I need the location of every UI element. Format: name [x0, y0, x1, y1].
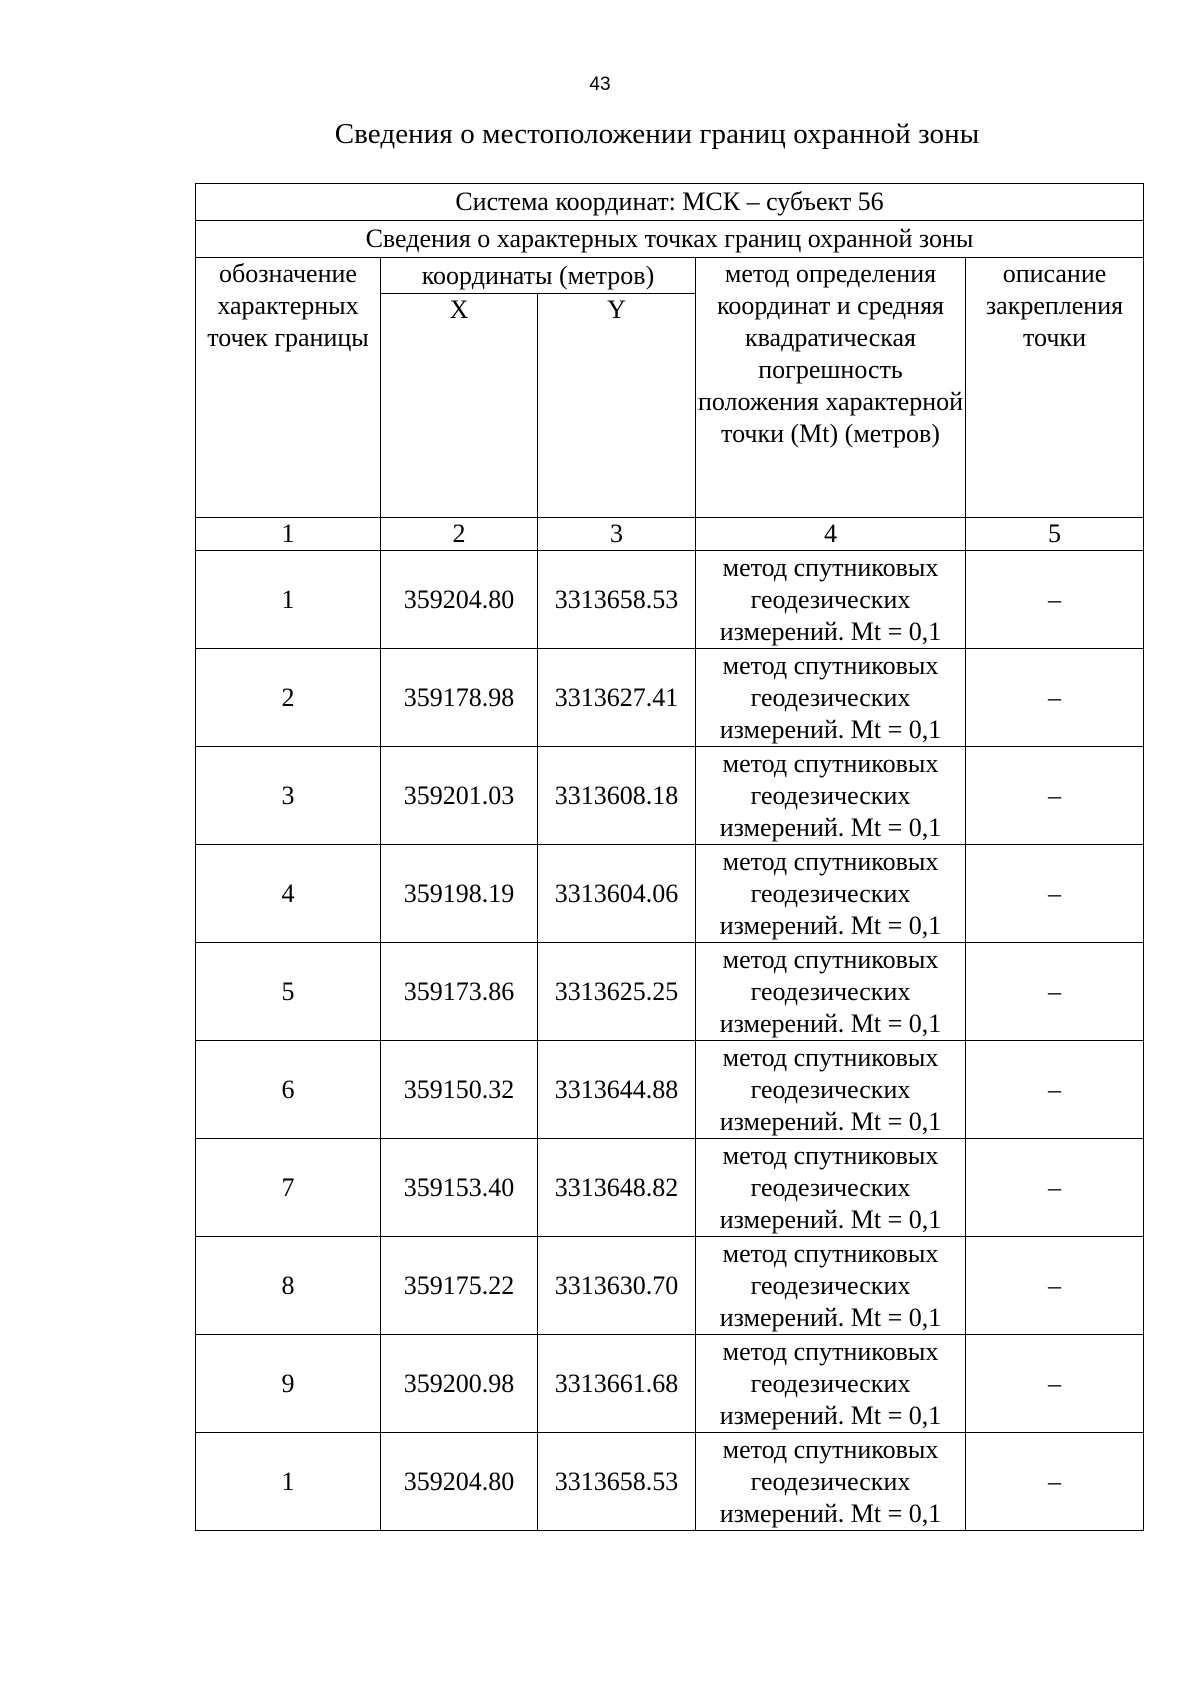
point-cell: 1 [196, 1433, 381, 1531]
column-number: 1 [196, 518, 381, 551]
x-coordinate-cell: 359153.40 [381, 1139, 538, 1237]
table-row [196, 1139, 1144, 1237]
x-coordinate-cell: 359204.80 [381, 551, 538, 649]
table-row [196, 1237, 1144, 1335]
column-number: 2 [381, 518, 538, 551]
y-coordinate-cell: 3313625.25 [538, 943, 696, 1041]
x-coordinate-cell: 359198.19 [381, 845, 538, 943]
point-cell: 3 [196, 747, 381, 845]
column-number: 3 [538, 518, 696, 551]
column-number: 4 [696, 518, 966, 551]
x-coordinate-cell: 359175.22 [381, 1237, 538, 1335]
method-cell: метод спутниковых геодезических измерений. Mt = 0,1 [696, 1335, 966, 1433]
x-coordinate-cell: 359200.98 [381, 1335, 538, 1433]
y-coordinate-cell: 3313658.53 [538, 551, 696, 649]
header-coords-group: координаты (метров) [381, 258, 696, 294]
table-row [196, 1041, 1144, 1139]
header-description: описание закрепления точки [966, 258, 1144, 518]
y-coordinate-cell: 3313608.18 [538, 747, 696, 845]
method-cell: метод спутниковых геодезических измерений. Mt = 0,1 [696, 1139, 966, 1237]
point-cell: 7 [196, 1139, 381, 1237]
y-coordinate-cell: 3313661.68 [538, 1335, 696, 1433]
y-coordinate-cell: 3313644.88 [538, 1041, 696, 1139]
column-number: 5 [966, 518, 1144, 551]
column-numbers-row [196, 518, 1144, 551]
y-coordinate-cell: 3313630.70 [538, 1237, 696, 1335]
description-cell: – [966, 943, 1144, 1041]
boundary-points-table [195, 183, 1144, 1531]
header-y: Y [538, 294, 696, 518]
section-title-cell: Сведения о характерных точках границ охранной зоны [196, 221, 1144, 258]
x-coordinate-cell: 359150.32 [381, 1041, 538, 1139]
method-cell: метод спутниковых геодезических измерений. Mt = 0,1 [696, 845, 966, 943]
y-coordinate-cell: 3313648.82 [538, 1139, 696, 1237]
header-method: метод определения координат и средняя квадратическая погрешность положения характерной точки (Mt) (метров) [696, 258, 966, 518]
table-row [196, 1433, 1144, 1531]
description-cell: – [966, 1237, 1144, 1335]
table-row [196, 845, 1144, 943]
coord-system-cell: Система координат: МСК – субъект 56 [196, 184, 1144, 221]
header-row-1 [196, 258, 1144, 294]
description-cell: – [966, 1139, 1144, 1237]
table-row [196, 943, 1144, 1041]
x-coordinate-cell: 359173.86 [381, 943, 538, 1041]
point-cell: 8 [196, 1237, 381, 1335]
point-cell: 9 [196, 1335, 381, 1433]
description-cell: – [966, 1335, 1144, 1433]
description-cell: – [966, 1433, 1144, 1531]
description-cell: – [966, 845, 1144, 943]
method-cell: метод спутниковых геодезических измерений. Mt = 0,1 [696, 551, 966, 649]
method-cell: метод спутниковых геодезических измерений. Mt = 0,1 [696, 1237, 966, 1335]
method-cell: метод спутниковых геодезических измерений. Mt = 0,1 [696, 943, 966, 1041]
page-number: 43 [589, 74, 611, 95]
description-cell: – [966, 551, 1144, 649]
method-cell: метод спутниковых геодезических измерений. Mt = 0,1 [696, 747, 966, 845]
point-cell: 1 [196, 551, 381, 649]
document-title: Сведения о местоположении границ охранной зоны [334, 118, 980, 150]
point-cell: 6 [196, 1041, 381, 1139]
x-coordinate-cell: 359204.80 [381, 1433, 538, 1531]
coord-system-row [196, 184, 1144, 221]
y-coordinate-cell: 3313658.53 [538, 1433, 696, 1531]
table-row [196, 551, 1144, 649]
point-cell: 2 [196, 649, 381, 747]
section-title-row [196, 221, 1144, 258]
method-cell: метод спутниковых геодезических измерений. Mt = 0,1 [696, 649, 966, 747]
header-point-label: обозначение характерных точек границы [196, 258, 381, 518]
point-cell: 4 [196, 845, 381, 943]
description-cell: – [966, 1041, 1144, 1139]
table-row [196, 1335, 1144, 1433]
y-coordinate-cell: 3313627.41 [538, 649, 696, 747]
point-cell: 5 [196, 943, 381, 1041]
description-cell: – [966, 747, 1144, 845]
method-cell: метод спутниковых геодезических измерений. Mt = 0,1 [696, 1041, 966, 1139]
description-cell: – [966, 649, 1144, 747]
y-coordinate-cell: 3313604.06 [538, 845, 696, 943]
x-coordinate-cell: 359178.98 [381, 649, 538, 747]
table-row [196, 747, 1144, 845]
header-x: X [381, 294, 538, 518]
x-coordinate-cell: 359201.03 [381, 747, 538, 845]
table-row [196, 649, 1144, 747]
method-cell: метод спутниковых геодезических измерений. Mt = 0,1 [696, 1433, 966, 1531]
